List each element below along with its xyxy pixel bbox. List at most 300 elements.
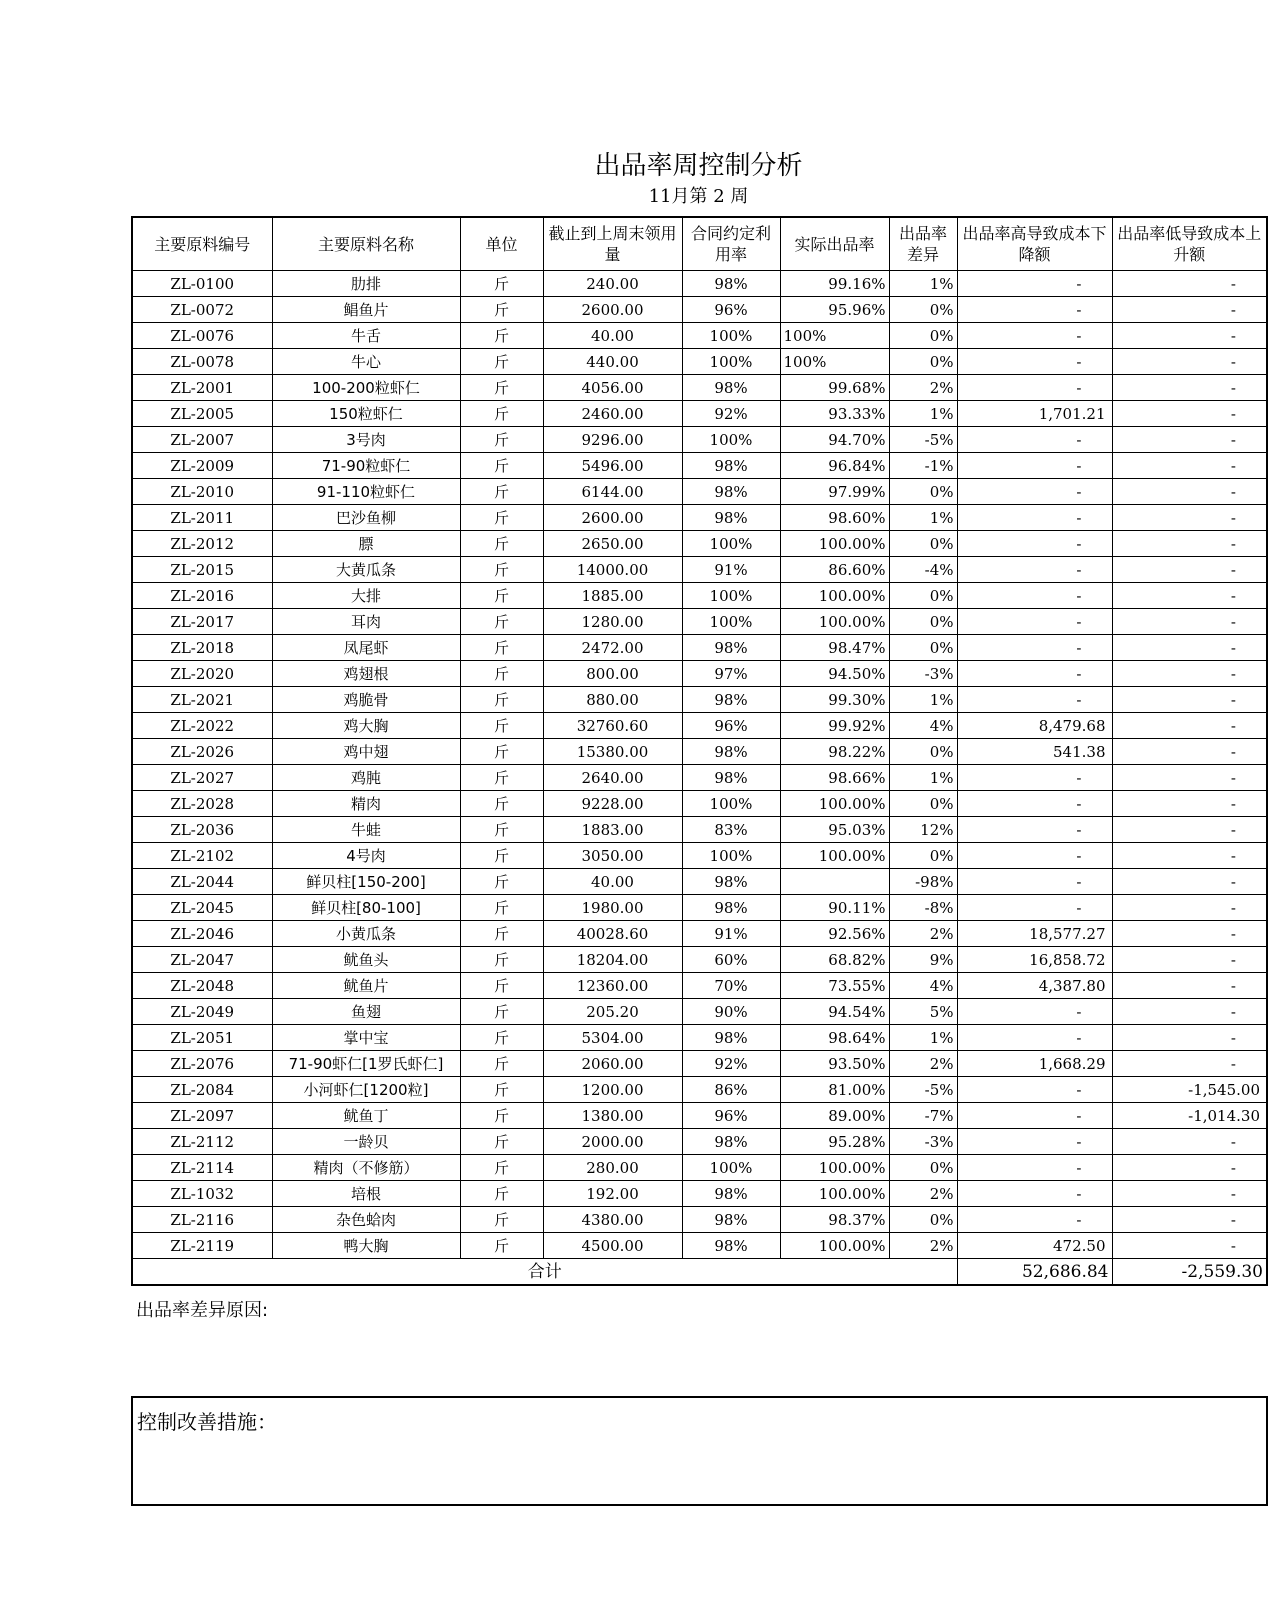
cell-actual: 100.00% [780,531,889,557]
cell-qty: 9228.00 [543,791,682,817]
cell-unit: 斤 [460,817,543,843]
cell-actual: 97.99% [780,479,889,505]
cell-diff: 2% [889,1181,957,1207]
cell-actual: 98.60% [780,505,889,531]
cell-name: 培根 [272,1181,460,1207]
cell-cost-up: - [1112,1025,1267,1051]
cell-cost-down: 8,479.68 [957,713,1112,739]
cell-cost-up: - [1112,323,1267,349]
table-row [132,1233,1267,1259]
cell-actual: 68.82% [780,947,889,973]
cell-cost-up: - [1112,1155,1267,1181]
cell-actual: 93.50% [780,1051,889,1077]
table-row [132,999,1267,1025]
table-row [132,1103,1267,1129]
cell-name: 牛舌 [272,323,460,349]
cell-qty: 40028.60 [543,921,682,947]
header-cost-down: 出品率高导致成本下降额 [957,217,1112,271]
cell-unit: 斤 [460,323,543,349]
cell-diff: 1% [889,1025,957,1051]
cell-name: 牛蛙 [272,817,460,843]
cell-actual: 73.55% [780,973,889,999]
cell-qty: 4500.00 [543,1233,682,1259]
cell-cost-up: - [1112,1181,1267,1207]
table-row [132,791,1267,817]
cell-qty: 280.00 [543,1155,682,1181]
cell-cost-up: - [1112,661,1267,687]
cell-code: ZL-1032 [132,1181,272,1207]
cell-name: 巴沙鱼柳 [272,505,460,531]
cell-actual: 99.92% [780,713,889,739]
cell-actual: 98.47% [780,635,889,661]
cell-cost-down: 472.50 [957,1233,1112,1259]
cell-cost-down: - [957,817,1112,843]
cell-diff: 4% [889,713,957,739]
cell-actual: 95.28% [780,1129,889,1155]
cell-diff: 0% [889,323,957,349]
cell-name: 一龄贝 [272,1129,460,1155]
cell-contract: 100% [682,791,780,817]
cell-cost-down: - [957,479,1112,505]
cell-actual: 90.11% [780,895,889,921]
cell-unit: 斤 [460,531,543,557]
cell-qty: 2472.00 [543,635,682,661]
cell-cost-down: - [957,1103,1112,1129]
cell-name: 鸡肫 [272,765,460,791]
table-row [132,1181,1267,1207]
cell-cost-up: - [1112,349,1267,375]
cell-diff: 0% [889,297,957,323]
cell-qty: 4056.00 [543,375,682,401]
cell-cost-down: - [957,765,1112,791]
header-row [132,217,1267,271]
table-row [132,869,1267,895]
cell-name: 精肉（不修筋） [272,1155,460,1181]
cell-diff: -98% [889,869,957,895]
cell-unit: 斤 [460,375,543,401]
cell-name: 鸡脆骨 [272,687,460,713]
table-row [132,661,1267,687]
table-row [132,609,1267,635]
table-row [132,375,1267,401]
cell-contract: 98% [682,1233,780,1259]
cell-actual: 92.56% [780,921,889,947]
cell-unit: 斤 [460,349,543,375]
cell-unit: 斤 [460,765,543,791]
cell-code: ZL-2119 [132,1233,272,1259]
total-label: 合计 [132,1259,957,1286]
cell-diff: -4% [889,557,957,583]
cell-name: 71-90粒虾仁 [272,453,460,479]
cell-unit: 斤 [460,1233,543,1259]
total-row [132,1259,1267,1286]
cell-cost-down: 4,387.80 [957,973,1112,999]
table-row [132,817,1267,843]
cell-contract: 98% [682,1129,780,1155]
cell-name: 鸡翅根 [272,661,460,687]
cell-cost-down: 1,701.21 [957,401,1112,427]
cell-diff: -5% [889,427,957,453]
cell-cost-down: - [957,1077,1112,1103]
cell-cost-down: - [957,349,1112,375]
cell-qty: 1380.00 [543,1103,682,1129]
cell-actual [780,869,889,895]
cell-contract: 100% [682,323,780,349]
cell-qty: 1280.00 [543,609,682,635]
cell-actual: 81.00% [780,1077,889,1103]
cell-qty: 1980.00 [543,895,682,921]
cell-name: 100-200粒虾仁 [272,375,460,401]
cell-actual: 94.54% [780,999,889,1025]
cell-unit: 斤 [460,869,543,895]
cell-unit: 斤 [460,635,543,661]
cell-diff: 2% [889,1233,957,1259]
cell-qty: 40.00 [543,323,682,349]
cell-cost-up: - [1112,869,1267,895]
cell-code: ZL-2036 [132,817,272,843]
cell-cost-up: - [1112,375,1267,401]
cell-qty: 12360.00 [543,973,682,999]
cell-diff: -8% [889,895,957,921]
cell-qty: 1200.00 [543,1077,682,1103]
cell-code: ZL-2027 [132,765,272,791]
cell-contract: 98% [682,479,780,505]
cell-contract: 90% [682,999,780,1025]
table-row [132,895,1267,921]
cell-actual: 99.30% [780,687,889,713]
cell-qty: 2650.00 [543,531,682,557]
cell-diff: 0% [889,1155,957,1181]
cell-contract: 98% [682,635,780,661]
cell-cost-up: - [1112,713,1267,739]
cell-cost-up: - [1112,583,1267,609]
cell-diff: 0% [889,739,957,765]
cell-cost-up: - [1112,297,1267,323]
cell-actual: 100% [780,349,889,375]
yield-table [131,216,1268,1286]
cell-name: 膘 [272,531,460,557]
header-actual: 实际出品率 [780,217,889,271]
cell-qty: 240.00 [543,271,682,297]
cell-contract: 100% [682,427,780,453]
header-name: 主要原料名称 [272,217,460,271]
cell-code: ZL-2097 [132,1103,272,1129]
cell-cost-up: - [1112,999,1267,1025]
cell-name: 耳肉 [272,609,460,635]
cell-code: ZL-0078 [132,349,272,375]
cell-contract: 98% [682,505,780,531]
cell-contract: 98% [682,687,780,713]
page-title: 出品率周控制分析 [594,151,803,181]
cell-contract: 100% [682,843,780,869]
cell-diff: 1% [889,687,957,713]
cell-contract: 96% [682,1103,780,1129]
cell-actual: 96.84% [780,453,889,479]
cell-qty: 192.00 [543,1181,682,1207]
cell-qty: 1883.00 [543,817,682,843]
improvement-measures-box[interactable] [131,1396,1268,1506]
cell-name: 大黄瓜条 [272,557,460,583]
cell-cost-up: - [1112,557,1267,583]
cell-cost-down: - [957,635,1112,661]
cell-cost-up: - [1112,531,1267,557]
cell-cost-down: - [957,869,1112,895]
cell-diff: 9% [889,947,957,973]
cell-diff: -7% [889,1103,957,1129]
cell-diff: 0% [889,843,957,869]
cell-diff: 0% [889,479,957,505]
cell-qty: 2060.00 [543,1051,682,1077]
cell-unit: 斤 [460,557,543,583]
cell-qty: 6144.00 [543,479,682,505]
cell-cost-down: - [957,531,1112,557]
header-code: 主要原料编号 [132,217,272,271]
cell-diff: 0% [889,349,957,375]
cell-diff: 0% [889,531,957,557]
cell-cost-down: - [957,323,1112,349]
table-row [132,947,1267,973]
cell-cost-up: - [1112,505,1267,531]
cell-code: ZL-2012 [132,531,272,557]
table-row [132,505,1267,531]
cell-contract: 98% [682,1025,780,1051]
cell-diff: 1% [889,271,957,297]
cell-contract: 98% [682,869,780,895]
cell-cost-down: 18,577.27 [957,921,1112,947]
cell-actual: 94.50% [780,661,889,687]
cell-diff: 0% [889,791,957,817]
cell-qty: 440.00 [543,349,682,375]
cell-unit: 斤 [460,1077,543,1103]
cell-code: ZL-2044 [132,869,272,895]
cell-qty: 9296.00 [543,427,682,453]
cell-contract: 98% [682,453,780,479]
cell-unit: 斤 [460,479,543,505]
table-row [132,1077,1267,1103]
cell-unit: 斤 [460,1129,543,1155]
cell-unit: 斤 [460,895,543,921]
cell-name: 牛心 [272,349,460,375]
cell-actual: 98.66% [780,765,889,791]
cell-contract: 97% [682,661,780,687]
cell-cost-down: - [957,583,1112,609]
cell-cost-up: - [1112,427,1267,453]
cell-code: ZL-2015 [132,557,272,583]
variance-reason-label: 出品率差异原因: [136,1300,269,1321]
cell-actual: 94.70% [780,427,889,453]
cell-cost-down: - [957,1025,1112,1051]
cell-actual: 100.00% [780,1233,889,1259]
cell-actual: 93.33% [780,401,889,427]
cell-unit: 斤 [460,843,543,869]
cell-contract: 91% [682,557,780,583]
cell-unit: 斤 [460,401,543,427]
cell-actual: 98.37% [780,1207,889,1233]
cell-unit: 斤 [460,1025,543,1051]
cell-name: 71-90虾仁[1罗氏虾仁] [272,1051,460,1077]
cell-diff: 0% [889,635,957,661]
cell-qty: 18204.00 [543,947,682,973]
table-row [132,1025,1267,1051]
cell-actual: 100.00% [780,1181,889,1207]
cell-contract: 98% [682,739,780,765]
table-row [132,1155,1267,1181]
cell-code: ZL-2018 [132,635,272,661]
table-row [132,713,1267,739]
table-row [132,427,1267,453]
cell-cost-down: - [957,661,1112,687]
cell-unit: 斤 [460,921,543,947]
cell-code: ZL-2046 [132,921,272,947]
table-row [132,635,1267,661]
cell-contract: 100% [682,349,780,375]
cell-code: ZL-2007 [132,427,272,453]
cell-cost-down: - [957,843,1112,869]
cell-name: 鱿鱼片 [272,973,460,999]
cell-name: 小河虾仁[1200粒] [272,1077,460,1103]
table-row [132,1051,1267,1077]
cell-actual: 95.96% [780,297,889,323]
cell-cost-down: - [957,557,1112,583]
total-cost-down: 52,686.84 [957,1259,1112,1286]
cell-name: 3号肉 [272,427,460,453]
table-row [132,765,1267,791]
cell-cost-up: - [1112,739,1267,765]
cell-code: ZL-2022 [132,713,272,739]
table-row [132,479,1267,505]
cell-cost-up: - [1112,1129,1267,1155]
cell-unit: 斤 [460,505,543,531]
cell-qty: 40.00 [543,869,682,895]
cell-unit: 斤 [460,947,543,973]
cell-qty: 2600.00 [543,505,682,531]
cell-code: ZL-2009 [132,453,272,479]
cell-name: 精肉 [272,791,460,817]
cell-actual: 98.64% [780,1025,889,1051]
cell-contract: 100% [682,583,780,609]
cell-diff: 0% [889,1207,957,1233]
cell-actual: 100% [780,323,889,349]
cell-contract: 70% [682,973,780,999]
cell-code: ZL-0100 [132,271,272,297]
cell-cost-down: - [957,505,1112,531]
cell-unit: 斤 [460,297,543,323]
cell-contract: 98% [682,1181,780,1207]
cell-cost-up: - [1112,401,1267,427]
header-cost-up: 出品率低导致成本上升额 [1112,217,1267,271]
cell-contract: 98% [682,375,780,401]
cell-diff: 1% [889,505,957,531]
table-row [132,1129,1267,1155]
cell-qty: 1885.00 [543,583,682,609]
cell-unit: 斤 [460,791,543,817]
cell-diff: 12% [889,817,957,843]
cell-contract: 83% [682,817,780,843]
header-unit: 单位 [460,217,543,271]
cell-actual: 98.22% [780,739,889,765]
cell-contract: 100% [682,609,780,635]
cell-actual: 89.00% [780,1103,889,1129]
cell-diff: -5% [889,1077,957,1103]
cell-diff: 0% [889,583,957,609]
cell-code: ZL-2112 [132,1129,272,1155]
cell-unit: 斤 [460,1103,543,1129]
cell-code: ZL-2005 [132,401,272,427]
table-row [132,453,1267,479]
table-row [132,557,1267,583]
header-diff: 出品率差异 [889,217,957,271]
cell-cost-up: - [1112,947,1267,973]
cell-contract: 86% [682,1077,780,1103]
cell-code: ZL-2011 [132,505,272,531]
cell-unit: 斤 [460,973,543,999]
cell-actual: 100.00% [780,583,889,609]
cell-actual: 99.68% [780,375,889,401]
cell-contract: 60% [682,947,780,973]
cell-diff: -1% [889,453,957,479]
table-row [132,973,1267,999]
cell-actual: 100.00% [780,791,889,817]
cell-cost-up: - [1112,687,1267,713]
cell-diff: 1% [889,401,957,427]
cell-cost-down: 541.38 [957,739,1112,765]
cell-cost-down: - [957,609,1112,635]
table-row [132,401,1267,427]
cell-qty: 2640.00 [543,765,682,791]
cell-unit: 斤 [460,739,543,765]
cell-code: ZL-2048 [132,973,272,999]
cell-diff: 4% [889,973,957,999]
cell-cost-down: - [957,791,1112,817]
cell-cost-up: - [1112,1233,1267,1259]
cell-cost-down: - [957,1207,1112,1233]
cell-actual: 100.00% [780,1155,889,1181]
table-row [132,531,1267,557]
cell-code: ZL-2017 [132,609,272,635]
cell-qty: 32760.60 [543,713,682,739]
header-contract: 合同约定利用率 [682,217,780,271]
cell-name: 杂色蛤肉 [272,1207,460,1233]
cell-cost-down: - [957,895,1112,921]
cell-code: ZL-2010 [132,479,272,505]
cell-qty: 2600.00 [543,297,682,323]
cell-unit: 斤 [460,687,543,713]
cell-cost-up: -1,545.00 [1112,1077,1267,1103]
cell-name: 大排 [272,583,460,609]
cell-cost-up: -1,014.30 [1112,1103,1267,1129]
cell-contract: 91% [682,921,780,947]
cell-unit: 斤 [460,1051,543,1077]
improvement-measures-label: 控制改善措施： [137,1410,277,1434]
header-qty: 截止到上周末领用量 [543,217,682,271]
table-row [132,271,1267,297]
cell-cost-up: - [1112,1051,1267,1077]
table-row [132,921,1267,947]
cell-cost-down: 1,668.29 [957,1051,1112,1077]
cell-contract: 98% [682,895,780,921]
cell-code: ZL-2028 [132,791,272,817]
cell-actual: 99.16% [780,271,889,297]
cell-cost-down: - [957,427,1112,453]
cell-qty: 4380.00 [543,1207,682,1233]
cell-qty: 5496.00 [543,453,682,479]
cell-cost-down: 16,858.72 [957,947,1112,973]
cell-cost-up: - [1112,765,1267,791]
cell-contract: 98% [682,271,780,297]
cell-name: 凤尾虾 [272,635,460,661]
cell-cost-up: - [1112,609,1267,635]
cell-code: ZL-2045 [132,895,272,921]
